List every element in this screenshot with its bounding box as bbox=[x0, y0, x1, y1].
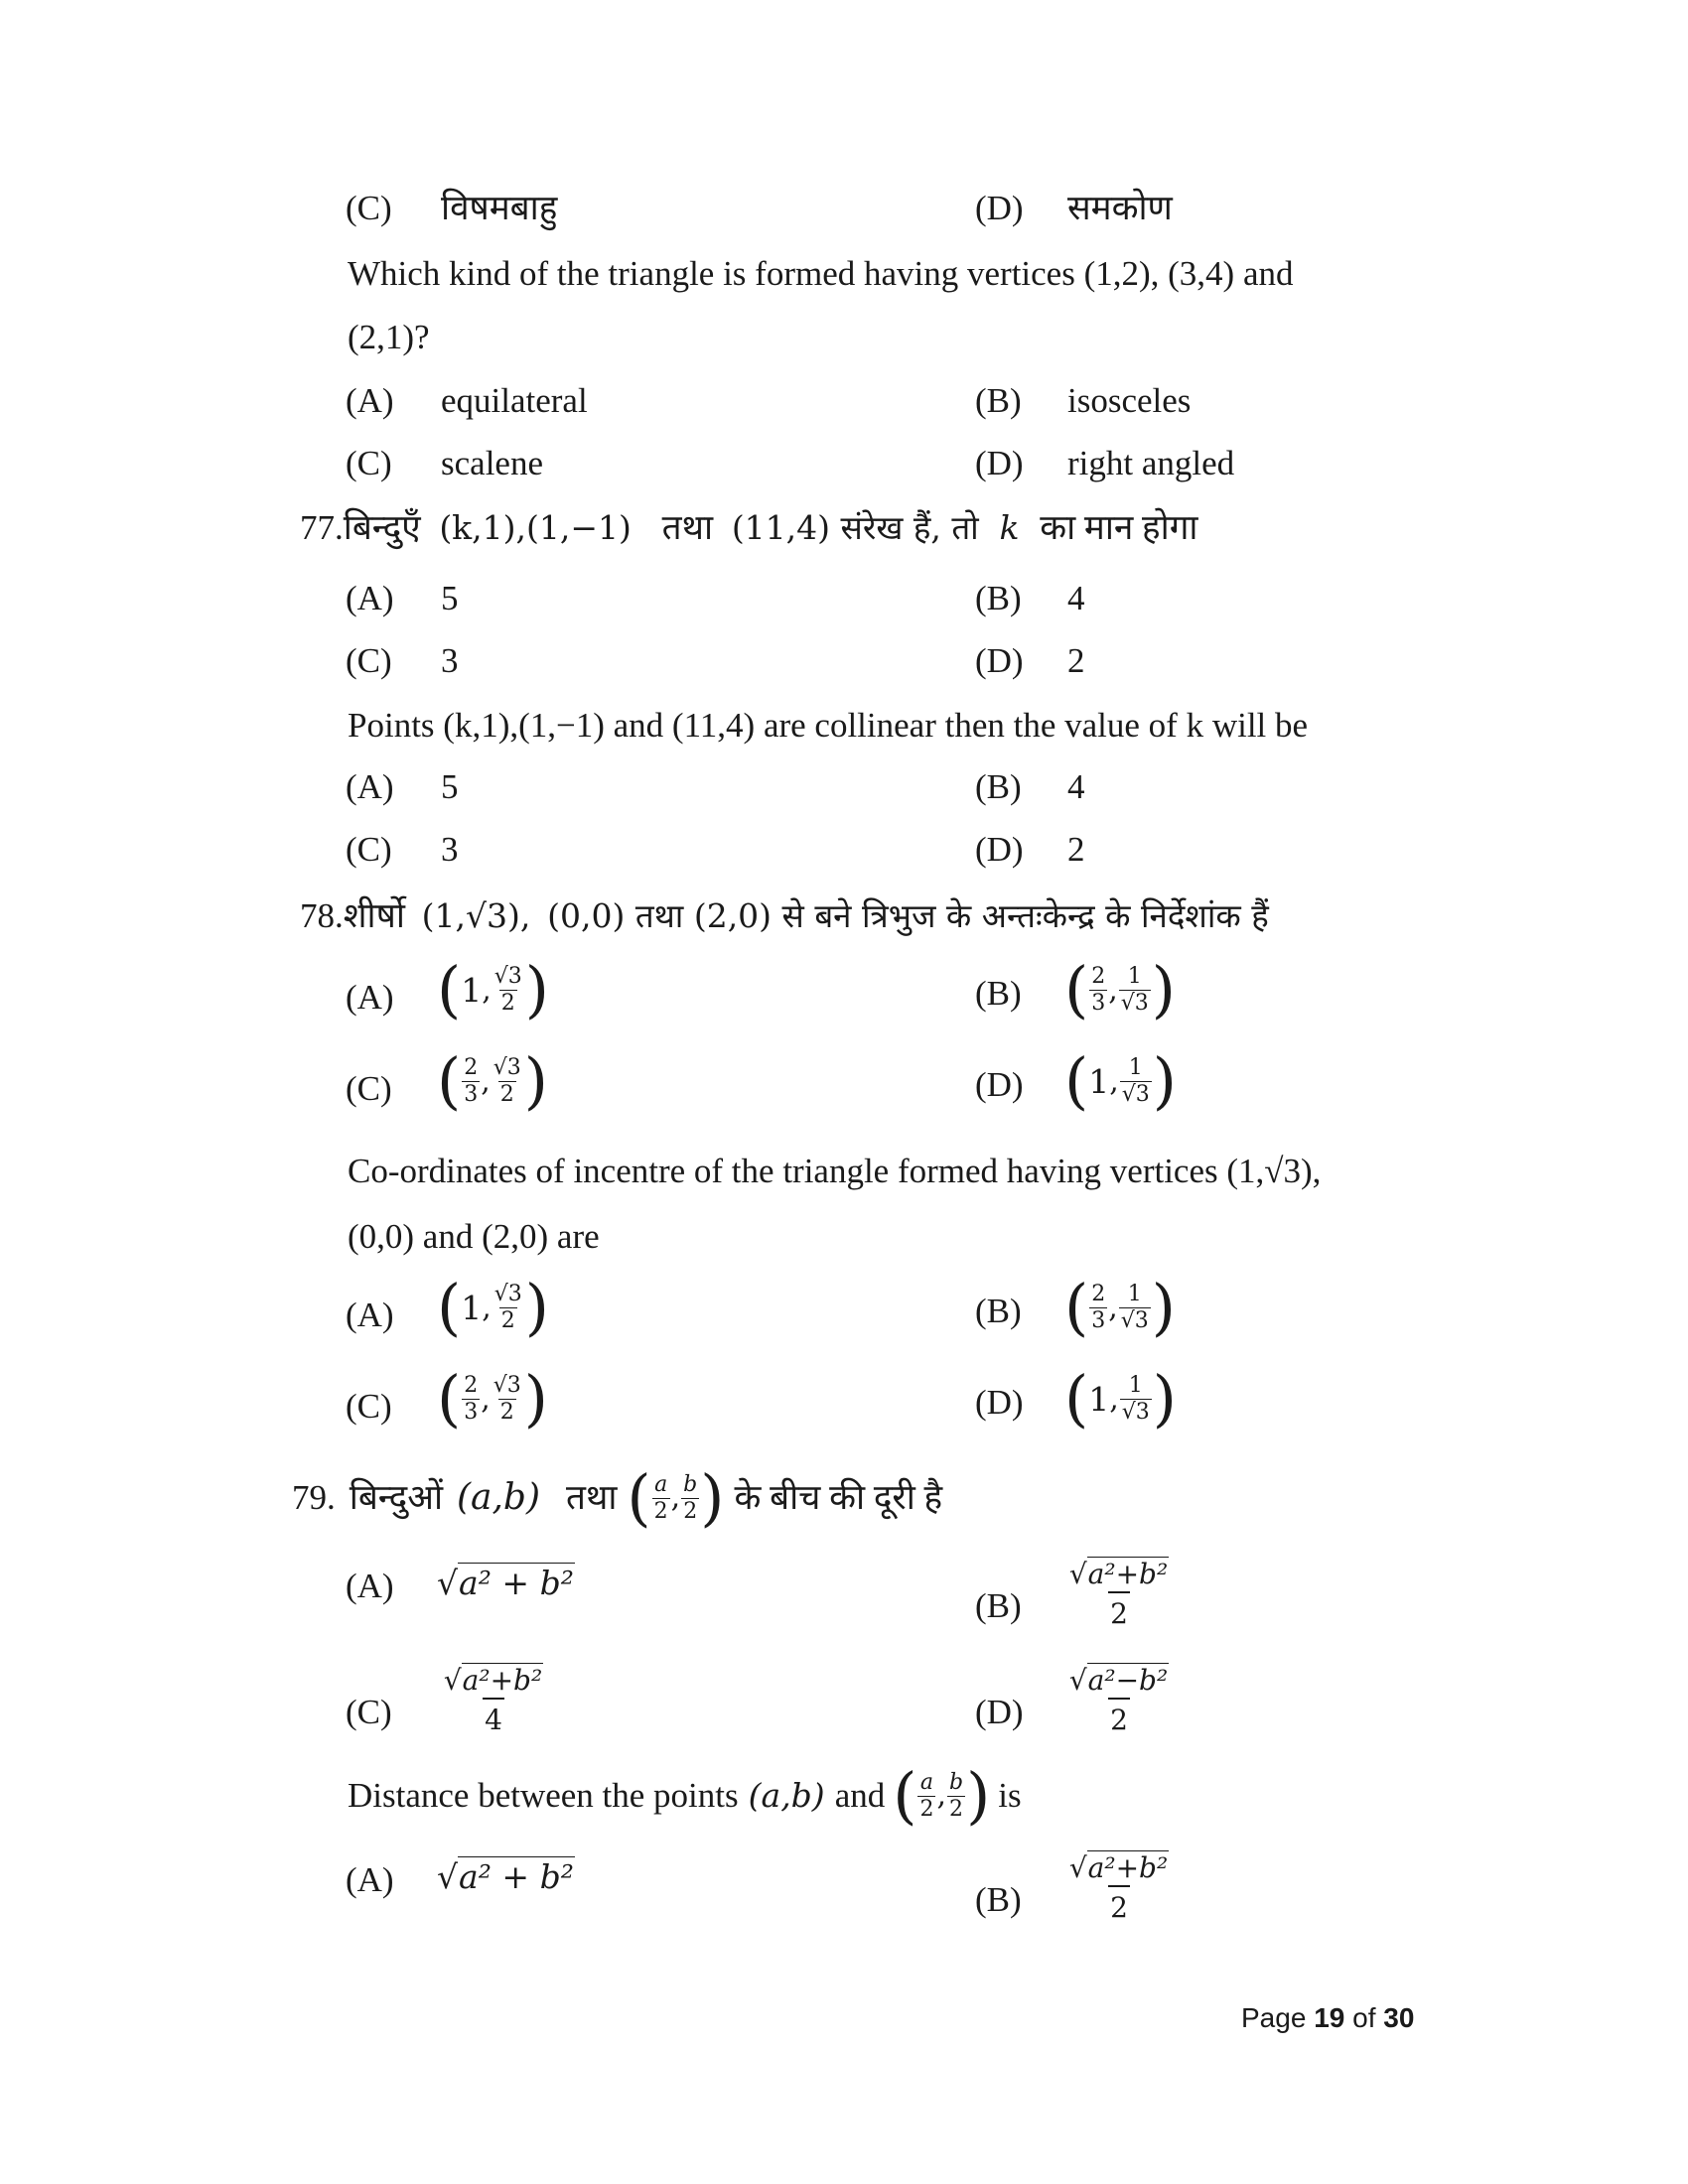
question-number: 77. bbox=[300, 508, 344, 547]
option-label-d: (D) bbox=[975, 1383, 1024, 1422]
numerator: a bbox=[654, 1471, 668, 1497]
numerator: √3 bbox=[493, 1281, 522, 1306]
question-78-english-line1: Co-ordinates of incentre of the triangle formed having vertices (1,√3), bbox=[348, 1152, 1322, 1190]
fraction bbox=[1089, 1282, 1107, 1334]
numerator: 1 bbox=[1128, 1372, 1143, 1398]
option-text-a: 5 bbox=[441, 767, 459, 806]
total-pages: 30 bbox=[1383, 2002, 1415, 2033]
fraction bbox=[1120, 1055, 1152, 1108]
radicand: a²+b² bbox=[462, 1664, 543, 1697]
option-label-c: (C) bbox=[346, 1387, 392, 1426]
radicand: a² + b² bbox=[459, 1857, 574, 1896]
denominator: 4 bbox=[483, 1698, 504, 1737]
fraction bbox=[1119, 964, 1151, 1017]
question-76-english-line2: (2,1)? bbox=[348, 318, 430, 356]
denominator: √3 bbox=[1121, 1081, 1150, 1107]
math-point: (a,b) bbox=[748, 1776, 825, 1815]
fraction bbox=[1089, 964, 1107, 1017]
option-text-a: 5 bbox=[441, 579, 459, 617]
option-math-b: $\frac{\text{√a²+b²}}{2}$ bbox=[1068, 1851, 1169, 1924]
question-79-english bbox=[348, 1759, 1022, 1832]
hindi-text: (0,0) तथा (2,0) से बने त्रिभुज के अन्तःकेन्द्र के निर्देशांक हैं bbox=[547, 896, 1269, 935]
denominator: 2 bbox=[1108, 1885, 1130, 1925]
option-text-c: विषमबाहु bbox=[441, 189, 558, 227]
option-text-b: 4 bbox=[1067, 579, 1085, 617]
option-label-d: (D) bbox=[975, 1693, 1024, 1731]
math-comma: , bbox=[1108, 1290, 1118, 1325]
question-number: 78. bbox=[300, 896, 344, 935]
question-78-english-line2: (0,0) and (2,0) are bbox=[348, 1217, 600, 1256]
fraction bbox=[492, 1373, 523, 1426]
fraction bbox=[917, 1770, 935, 1823]
option-label-d: (D) bbox=[975, 830, 1024, 869]
denominator: 2 bbox=[1108, 1591, 1130, 1631]
math-one: 1 bbox=[461, 1288, 483, 1327]
fraction bbox=[492, 964, 524, 1017]
option-label-a: (A) bbox=[346, 767, 394, 806]
radicand: a²−b² bbox=[1087, 1664, 1169, 1697]
fraction bbox=[652, 1472, 670, 1525]
question-79-hindi bbox=[292, 1461, 943, 1534]
question-76-english-line1: Which kind of the triangle is formed having vertices (1,2), (3,4) and bbox=[348, 254, 1294, 293]
option-label-b: (B) bbox=[975, 767, 1022, 806]
radicand: a²+b² bbox=[1087, 1558, 1169, 1590]
option-text-d: 2 bbox=[1067, 641, 1085, 680]
fraction bbox=[492, 1282, 524, 1334]
option-math-d: ( 1 , $\frac{1}{√3}$ ) bbox=[1064, 1362, 1177, 1434]
question-77-hindi bbox=[300, 508, 1197, 548]
english-text: is bbox=[998, 1776, 1022, 1815]
question-77-english: Points (k,1),(1,−1) and (11,4) are collinear then the value of k will be bbox=[348, 706, 1309, 745]
hindi-text: का मान होगा bbox=[1040, 508, 1198, 547]
denominator: 2 bbox=[499, 1081, 514, 1107]
denominator: 2 bbox=[653, 1498, 668, 1524]
option-label-c: (C) bbox=[346, 830, 392, 869]
denominator: 3 bbox=[1091, 1307, 1106, 1333]
hindi-text: तथा bbox=[661, 508, 714, 547]
radicand: a²+b² bbox=[1087, 1851, 1169, 1884]
option-label-d: (D) bbox=[975, 1065, 1024, 1104]
numerator: b bbox=[683, 1471, 698, 1497]
question-78-hindi bbox=[300, 896, 1269, 936]
option-text-c: 3 bbox=[441, 830, 459, 869]
denominator: 2 bbox=[683, 1498, 698, 1524]
numerator: 1 bbox=[1127, 1281, 1142, 1306]
numerator: 2 bbox=[1091, 1281, 1106, 1306]
option-label-a: (A) bbox=[346, 381, 394, 420]
option-math-a: ( 1 , $\frac{√3}{2}$ ) bbox=[437, 953, 549, 1025]
math-comma: , bbox=[481, 1381, 491, 1417]
math-comma: , bbox=[481, 1063, 491, 1099]
fraction bbox=[1120, 1373, 1152, 1426]
option-math-a: √a² + b² bbox=[437, 1857, 574, 1896]
math-comma: , bbox=[1109, 1381, 1119, 1417]
option-math-d: ( 1 , $\frac{1}{√3}$ ) bbox=[1064, 1044, 1177, 1117]
math-points: (k,1),(1,−1) bbox=[439, 508, 632, 547]
denominator: √3 bbox=[1120, 990, 1149, 1016]
numerator: 2 bbox=[1091, 963, 1106, 989]
numerator: 2 bbox=[464, 1054, 479, 1080]
math-comma: , bbox=[482, 1290, 492, 1325]
option-label-c: (C) bbox=[346, 1069, 392, 1108]
option-label-b: (B) bbox=[975, 974, 1022, 1013]
fraction bbox=[462, 1055, 480, 1108]
question-number: 79. bbox=[292, 1478, 336, 1517]
option-label-b: (B) bbox=[975, 1586, 1022, 1625]
denominator: 3 bbox=[464, 1399, 479, 1425]
radicand: a² + b² bbox=[459, 1564, 574, 1602]
fraction bbox=[462, 1373, 480, 1426]
math-one: 1 bbox=[1088, 1379, 1110, 1419]
option-math-d: $\frac{\text{√a²−b²}}{2}$ bbox=[1068, 1664, 1169, 1736]
option-text-d: 2 bbox=[1067, 830, 1085, 869]
option-label-c: (C) bbox=[346, 1693, 392, 1731]
fraction bbox=[1119, 1282, 1151, 1334]
option-label-b: (B) bbox=[975, 1292, 1022, 1330]
hindi-text: बिन्दुएँ bbox=[343, 508, 421, 547]
option-label-d: (D) bbox=[975, 641, 1024, 680]
fraction bbox=[947, 1770, 965, 1823]
option-text-b: 4 bbox=[1067, 767, 1085, 806]
option-text-d: समकोण bbox=[1067, 189, 1173, 227]
math-comma: , bbox=[482, 972, 492, 1008]
option-label-b: (B) bbox=[975, 579, 1022, 617]
math-point: (1,√3), bbox=[421, 896, 531, 935]
hindi-text: शीर्षो bbox=[343, 896, 405, 935]
numerator: b bbox=[948, 1769, 964, 1795]
denominator: 2 bbox=[500, 990, 515, 1016]
hindi-text: तथा bbox=[566, 1478, 618, 1517]
option-text-d: right angled bbox=[1067, 444, 1235, 482]
option-text-b: isosceles bbox=[1067, 381, 1192, 420]
option-label-a: (A) bbox=[346, 1860, 394, 1899]
math-variable: k bbox=[999, 508, 1020, 547]
page-number-footer bbox=[1241, 2002, 1414, 2034]
numerator: √3 bbox=[492, 1372, 521, 1398]
option-label-a: (A) bbox=[346, 579, 394, 617]
numerator: √3 bbox=[492, 1054, 521, 1080]
denominator: 2 bbox=[949, 1796, 964, 1822]
option-math-b: $\frac{\text{√a²+b²}}{2}$ bbox=[1068, 1558, 1169, 1630]
option-math-b: ( $\frac{2}{3}$ , $\frac{1}{√3}$ ) bbox=[1064, 1271, 1176, 1343]
fraction bbox=[492, 1055, 523, 1108]
option-math-a: ( 1 , $\frac{√3}{2}$ ) bbox=[437, 1271, 549, 1343]
option-math-b: ( $\frac{2}{3}$ , $\frac{1}{√3}$ ) bbox=[1064, 953, 1176, 1025]
option-label-b: (B) bbox=[975, 1880, 1022, 1919]
denominator: 2 bbox=[500, 1307, 515, 1333]
math-comma: , bbox=[1108, 972, 1118, 1008]
hindi-text: (11,4) संरेख हैं, तो bbox=[731, 508, 979, 547]
option-math-a: √a² + b² bbox=[437, 1564, 574, 1602]
option-label-a: (A) bbox=[346, 1567, 394, 1605]
option-label-b: (B) bbox=[975, 381, 1022, 420]
option-math-c: $\frac{\text{√a²+b²}}{4}$ bbox=[443, 1664, 543, 1736]
math-midpoint: ( $\frac{a}{2}$ , $\frac{b}{2}$ ) bbox=[893, 1759, 991, 1832]
numerator: 2 bbox=[464, 1372, 479, 1398]
option-text-a: equilateral bbox=[441, 381, 588, 420]
denominator: 2 bbox=[499, 1399, 514, 1425]
footer-prefix: Page bbox=[1241, 2002, 1307, 2033]
option-label-c: (C) bbox=[346, 641, 392, 680]
hindi-text: के बीच की दूरी है bbox=[734, 1478, 943, 1517]
option-text-c: 3 bbox=[441, 641, 459, 680]
hindi-text: बिन्दुओं bbox=[349, 1478, 443, 1517]
numerator: 1 bbox=[1127, 963, 1142, 989]
denominator: √3 bbox=[1120, 1307, 1149, 1333]
denominator: 3 bbox=[1091, 990, 1106, 1016]
denominator: 2 bbox=[1108, 1698, 1130, 1737]
current-page: 19 bbox=[1314, 2002, 1345, 2033]
denominator: √3 bbox=[1121, 1399, 1150, 1425]
option-label-d: (D) bbox=[975, 189, 1024, 227]
fraction bbox=[681, 1472, 699, 1525]
option-math-c: ( $\frac{2}{3}$ , $\frac{√3}{2}$ ) bbox=[437, 1362, 548, 1434]
denominator: 3 bbox=[464, 1081, 479, 1107]
numerator: a bbox=[919, 1769, 933, 1795]
option-label-d: (D) bbox=[975, 444, 1024, 482]
numerator: √3 bbox=[493, 963, 522, 989]
denominator: 2 bbox=[919, 1796, 934, 1822]
math-point: (a,b) bbox=[456, 1477, 541, 1518]
math-midpoint: ( $\frac{a}{2}$ , $\frac{b}{2}$ ) bbox=[627, 1461, 725, 1534]
option-label-c: (C) bbox=[346, 189, 392, 227]
numerator: 1 bbox=[1128, 1054, 1143, 1080]
math-comma: , bbox=[1109, 1063, 1119, 1099]
math-one: 1 bbox=[1088, 1061, 1110, 1101]
option-label-c: (C) bbox=[346, 444, 392, 482]
english-text: and bbox=[834, 1776, 886, 1815]
math-one: 1 bbox=[461, 970, 483, 1010]
option-text-c: scalene bbox=[441, 444, 543, 482]
option-label-a: (A) bbox=[346, 1296, 394, 1334]
option-math-c: ( $\frac{2}{3}$ , $\frac{√3}{2}$ ) bbox=[437, 1044, 548, 1117]
footer-of: of bbox=[1352, 2002, 1376, 2033]
option-label-a: (A) bbox=[346, 978, 394, 1017]
english-text: Distance between the points bbox=[348, 1776, 739, 1815]
